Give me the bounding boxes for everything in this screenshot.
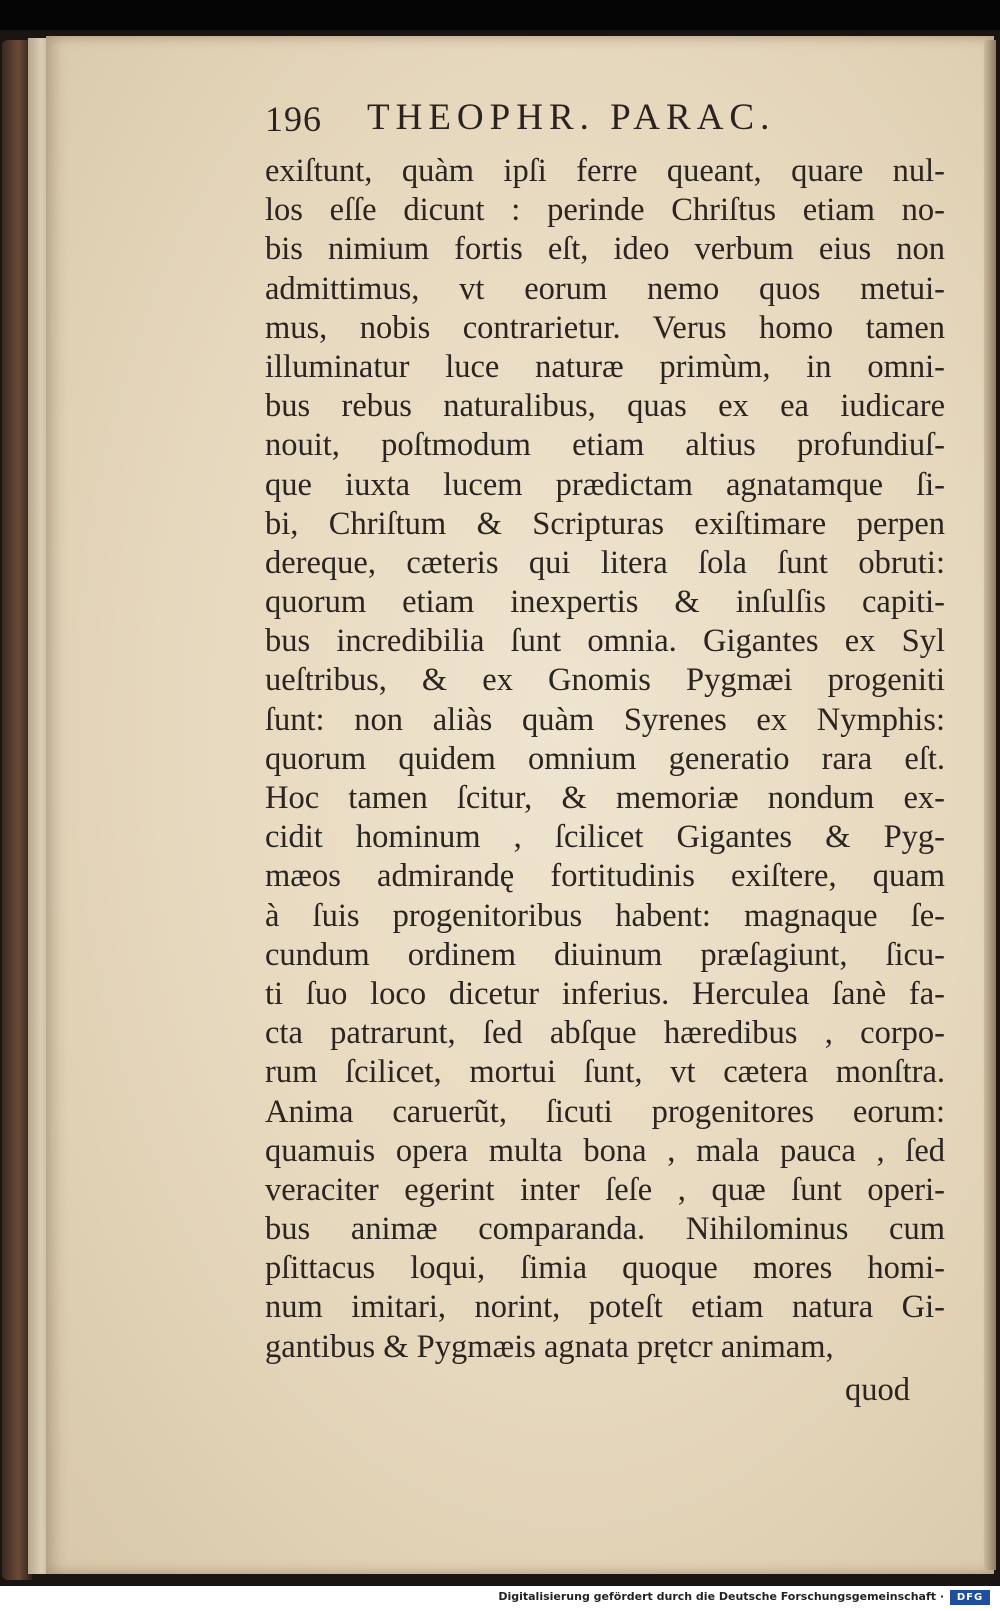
text-line: ti ſuo loco dicetur inferius. Herculea ſanè fa- [265,975,945,1012]
text-line: los eſſe dicunt : perinde Chriſtus etiam no- [265,192,945,229]
text-line: ueſtribus, & ex Gnomis Pygmæi progeniti [265,662,945,699]
funding-credit: Digitalisierung gefördert durch die Deutsche Forschungsgemeinschaft · [498,1590,944,1603]
text-line: cundum ordinem diuinum præſagiunt, ſicu- [265,936,945,973]
text-line: rum ſcilicet, mortui ſunt, vt cætera monſtra. [265,1054,945,1091]
text-line: admittimus, vt eorum nemo quos metui- [265,270,945,307]
text-line: bi, Chriſtum & Scripturas exiſtimare perpen [265,505,945,542]
text-line: pſittacus loqui, ſimia quoque mores homi- [265,1250,945,1287]
top-black-bar [0,0,1000,34]
catchword: quod [845,1372,910,1408]
text-line: gantibus & Pygmæis agnata prętcr animam, [265,1328,834,1365]
footer-bar [0,1586,1000,1611]
running-head: THEOPHR. PARAC. [367,97,776,138]
dfg-logo: DFG [950,1590,990,1605]
text-line: exiſtunt, quàm ipſi ferre queant, quare nul- [265,153,945,189]
text-line: quamuis opera multa bona , mala pauca , ſed [265,1132,945,1169]
text-line: ſunt: non aliàs quàm Syrenes ex Nymphis: [265,701,945,738]
text-line: Hoc tamen ſcitur, & memoriæ nondum ex- [265,780,945,816]
text-line: veraciter egerint inter ſeſe , quæ ſunt operi- [265,1171,945,1208]
text-line: à ſuis progenitoribus habent: magnaque ſe- [265,897,945,934]
body-text [265,152,945,1367]
text-line: num imitari, norint, poteſt etiam natura Gi- [265,1289,945,1326]
text-line: mæos admirandę fortitudinis exiſtere, quam [265,858,945,895]
text-line: quorum etiam inexpertis & inſulſis capiti- [265,584,945,621]
text-line: dereque, cæteris qui litera ſola ſunt obruti: [265,544,945,581]
text-line: bus rebus naturalibus, quas ex ea iudicare [265,388,945,425]
text-line: que iuxta lucem prædictam agnatamque ſi- [265,466,945,503]
text-line: mus, nobis contrarietur. Verus homo tamen [265,309,945,346]
text-line: cta patrarunt, ſed abſque hæredibus , corpo- [265,1015,945,1052]
text-line: Anima caruerũt, ſicuti progenitores eorum: [265,1093,945,1130]
text-line: quorum quidem omnium generatio rara eſt. [265,740,945,777]
text-line: bus animæ comparanda. Nihilominus cum [265,1211,945,1248]
text-line: bus incredibilia ſunt omnia. Gigantes ex Syl [265,623,945,660]
page-right-edge [984,40,996,1570]
text-line: bis nimium fortis eſt, ideo verbum eius non [265,231,945,268]
page-number: 196 [265,99,322,139]
text-line: cidit hominum , ſcilicet Gigantes & Pyg- [265,819,945,856]
text-line: nouit, poſtmodum etiam altius profundiuſ- [265,427,945,464]
page-header [265,96,865,146]
text-line: illuminatur luce naturæ primùm, in omni- [265,348,945,385]
